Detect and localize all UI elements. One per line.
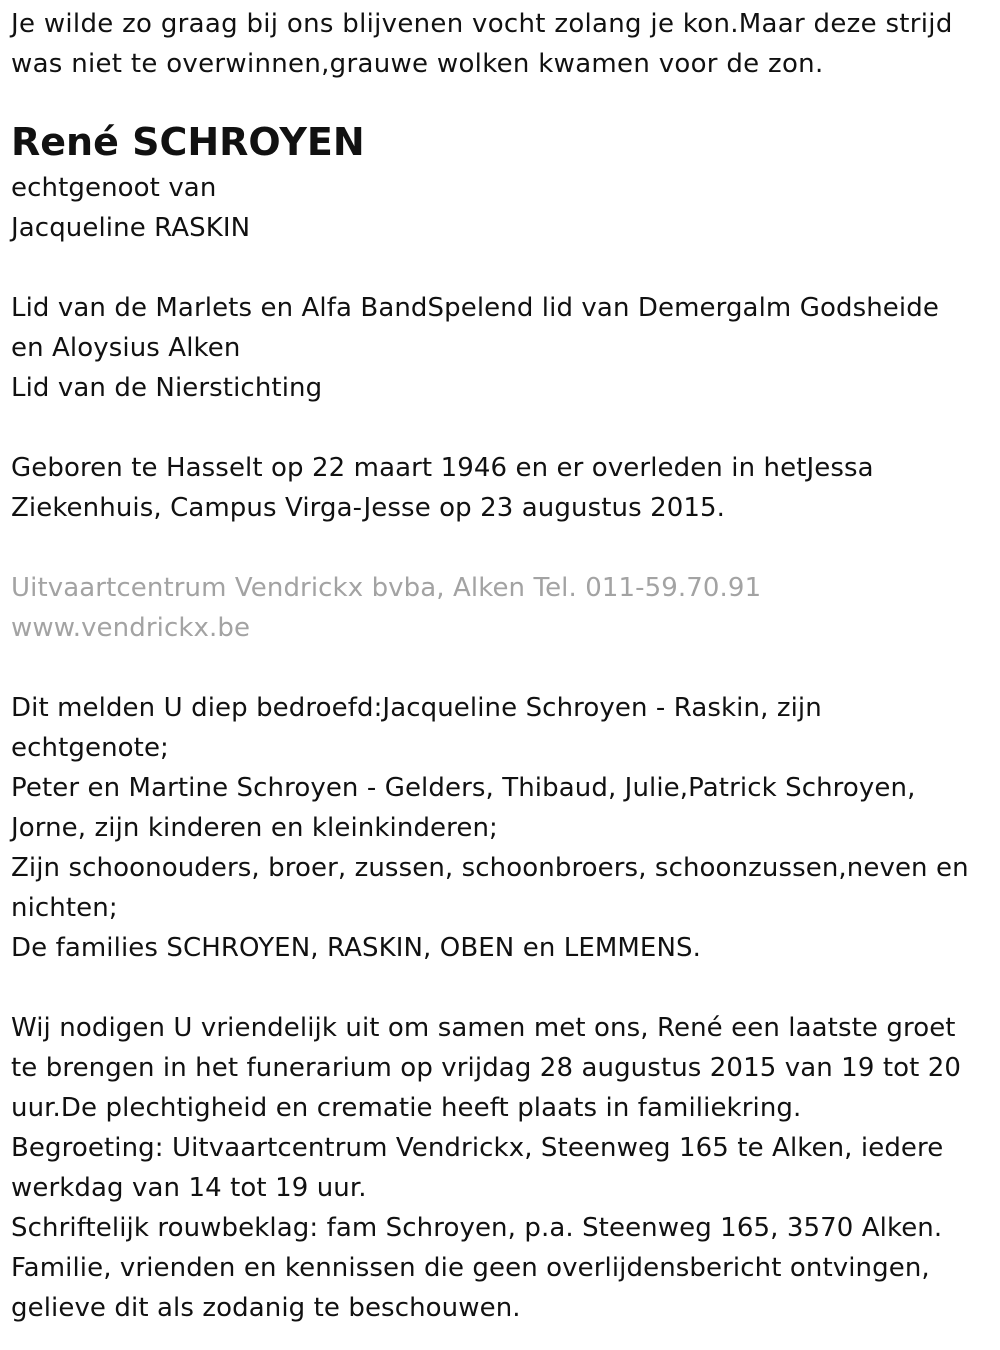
invitation-line: Familie, vrienden en kennissen die geen overlijdensbericht ontvingen,	[11, 1253, 930, 1283]
birth-death-line: Geboren te Hasselt op 22 maart 1946 en er overleden in hetJessa	[11, 453, 874, 483]
invitation-line: te brengen in het funerarium op vrijdag 28 augustus 2015 van 19 tot 20	[11, 1053, 962, 1083]
invitation-line: Wij nodigen U vriendelijk uit om samen met ons, René een laatste groet	[11, 1013, 956, 1043]
invitation-line: gelieve dit als zodanig te beschouwen.	[11, 1293, 521, 1323]
family-line: Dit melden U diep bedroefd:Jacqueline Schroyen - Raskin, zijn	[11, 693, 822, 723]
family-line: Peter en Martine Schroyen - Gelders, Thibaud, Julie,Patrick Schroyen,	[11, 773, 916, 803]
relation-label: echtgenoot van	[11, 173, 217, 203]
intro-poem	[11, 4, 1000, 84]
birth-death-section	[11, 448, 1000, 528]
spacer	[11, 968, 1000, 1008]
family-line: echtgenote;	[11, 733, 169, 763]
intro-line: Je wilde zo graag bij ons blijvenen vocht zolang je kon.Maar deze strijd	[11, 9, 953, 39]
intro-line: was niet te overwinnen,grauwe wolken kwamen voor de zon.	[11, 49, 824, 79]
funeral-home-section	[11, 568, 1000, 648]
family-line: De families SCHROYEN, RASKIN, OBEN en LEMMENS.	[11, 933, 701, 963]
membership-line: en Aloysius Alken	[11, 333, 241, 363]
family-line: Jorne, zijn kinderen en kleinkinderen;	[11, 813, 498, 843]
spacer	[11, 408, 1000, 448]
deceased-name: René SCHROYEN	[11, 120, 365, 164]
funeral-home-website[interactable]: www.vendrickx.be	[11, 613, 251, 643]
funeral-home-contact: Uitvaartcentrum Vendrickx bvba, Alken Tel. 011-59.70.91	[11, 573, 762, 603]
birth-death-line: Ziekenhuis, Campus Virga-Jesse op 23 augustus 2015.	[11, 493, 726, 523]
memberships-section	[11, 288, 1000, 408]
invitation-line: werkdag van 14 tot 19 uur.	[11, 1173, 367, 1203]
invitation-line: Schriftelijk rouwbeklag: fam Schroyen, p.a. Steenweg 165, 3570 Alken.	[11, 1213, 943, 1243]
membership-line: Lid van de Marlets en Alfa BandSpelend lid van Demergalm Godsheide	[11, 293, 939, 323]
invitation-line: uur.De plechtigheid en crematie heeft plaats in familiekring.	[11, 1093, 802, 1123]
membership-line: Lid van de Nierstichting	[11, 373, 323, 403]
spouse-name: Jacqueline RASKIN	[11, 213, 251, 243]
family-line: nichten;	[11, 893, 118, 923]
invitation-section	[11, 1008, 1000, 1328]
family-line: Zijn schoonouders, broer, zussen, schoonbroers, schoonzussen,neven en	[11, 853, 969, 883]
spacer	[11, 248, 1000, 288]
spacer	[11, 528, 1000, 568]
invitation-line: Begroeting: Uitvaartcentrum Vendrickx, Steenweg 165 te Alken, iedere	[11, 1133, 944, 1163]
family-section	[11, 688, 1000, 968]
spacer	[11, 648, 1000, 688]
